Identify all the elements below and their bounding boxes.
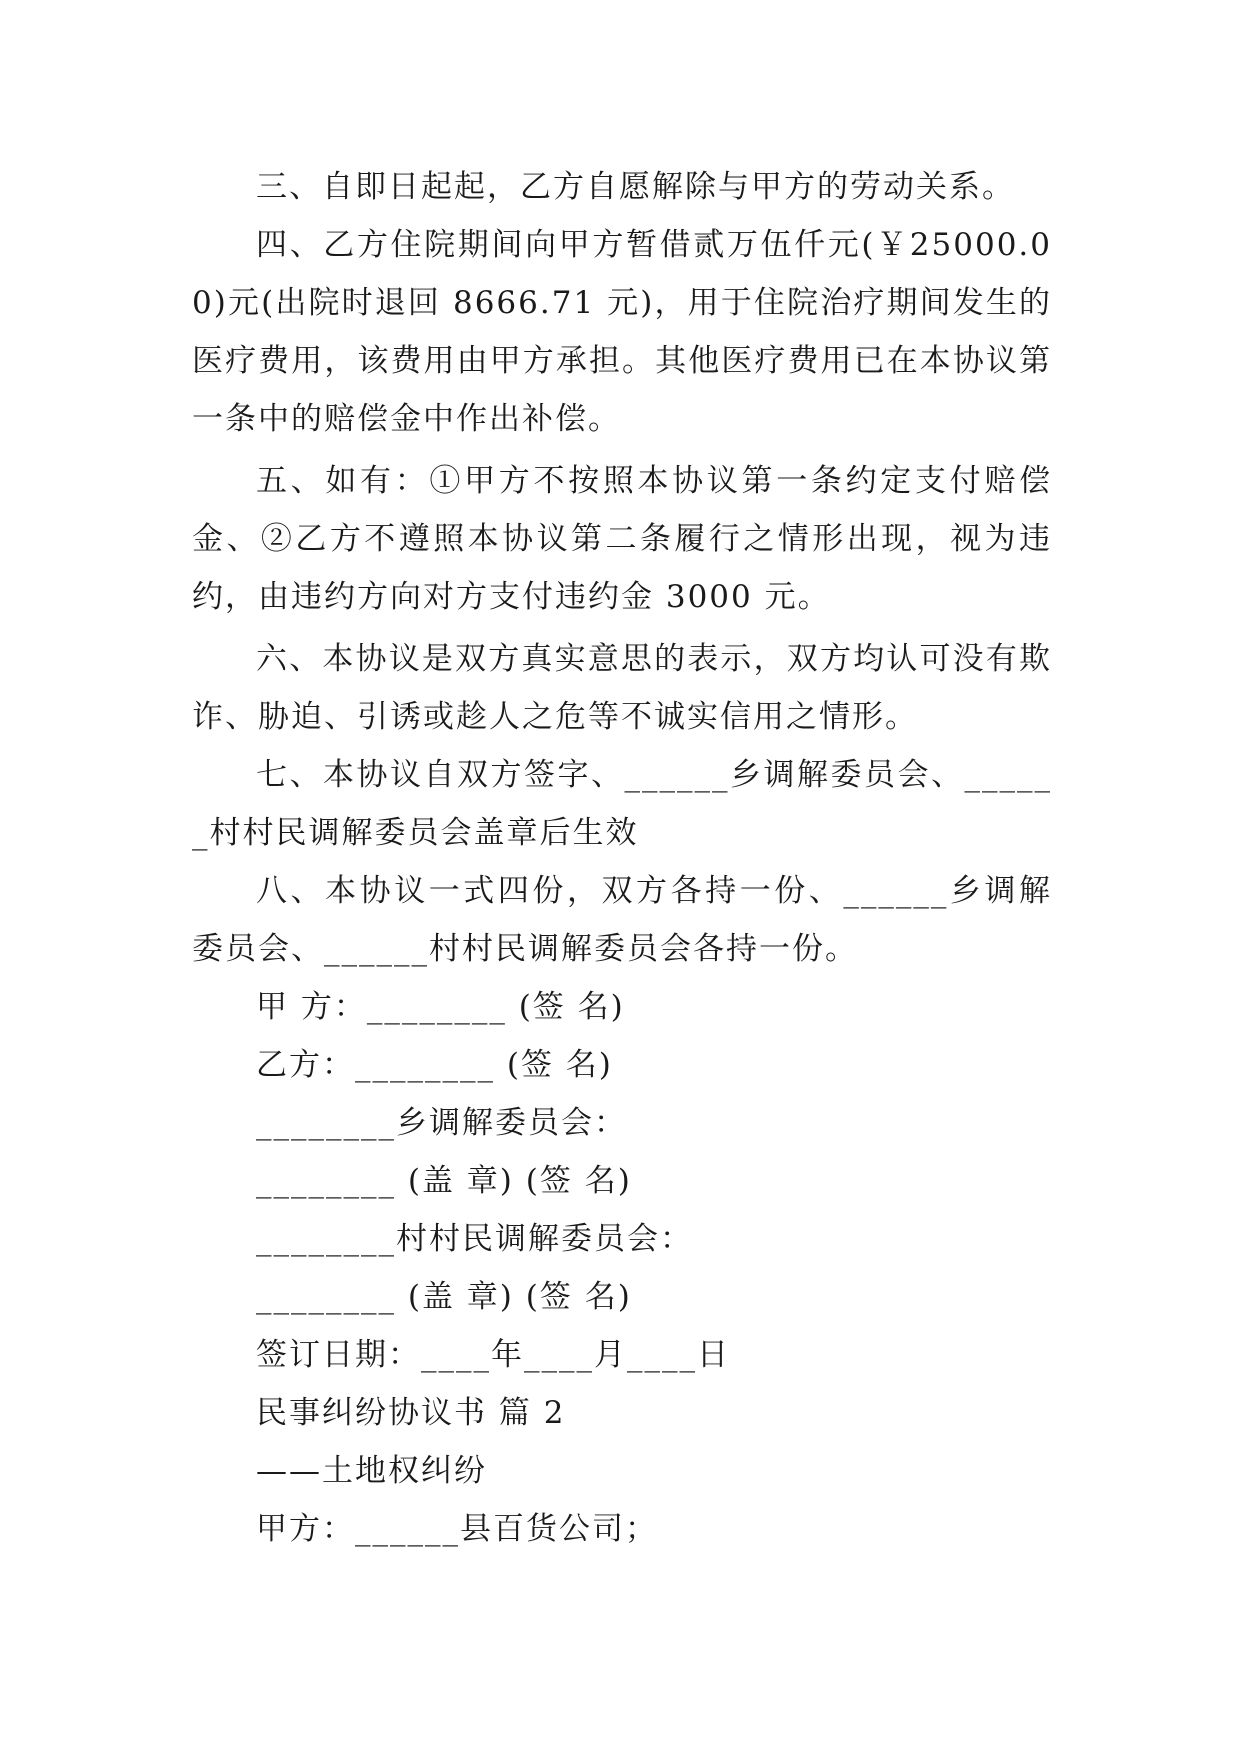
- clause-5: 五、如有：①甲方不按照本协议第一条约定支付赔偿金、②乙方不遵照本协议第二条履行之情形出现，视为违约，由违约方向对方支付违约金 3000 元。: [192, 463, 1052, 615]
- township-committee-seal: ________ (盖 章) (签 名): [256, 1163, 632, 1199]
- section-subtitle: ——土地权纠纷: [256, 1453, 487, 1489]
- section-title: 民事纠纷协议书 篇 2: [256, 1395, 566, 1431]
- party-a-line: 甲方：______县百货公司；: [256, 1511, 658, 1547]
- clause-3: 三、自即日起起，乙方自愿解除与甲方的劳动关系。: [256, 169, 1015, 205]
- clause-6: 六、本协议是双方真实意思的表示，双方均认可没有欺诈、胁迫、引诱或趁人之危等不诚实信用之情形。: [192, 641, 1052, 735]
- township-committee-label: ________乡调解委员会：: [256, 1105, 627, 1141]
- signing-date: 签订日期：____年____月____日: [256, 1337, 730, 1373]
- village-committee-seal: ________ (盖 章) (签 名): [256, 1279, 632, 1315]
- clause-7: 七、本协议自双方签字、______乡调解委员会、______村村民调解委员会盖章后生效: [192, 757, 1052, 851]
- document-body: [192, 158, 1052, 1558]
- signature-party-a: 甲 方：________ (签 名): [256, 989, 625, 1025]
- clause-4: 四、乙方住院期间向甲方暂借贰万伍仟元(￥25000.00)元(出院时退回 8666.71 元)，用于住院治疗期间发生的医疗费用，该费用由甲方承担。其他医疗费用已在本协议第一条中的赔偿金中作出补偿。: [192, 227, 1052, 437]
- clause-8: 八、本协议一式四份，双方各持一份、______乡调解委员会、______村村民调解委员会各持一份。: [192, 873, 1052, 967]
- signature-party-b: 乙方：________ (签 名): [256, 1047, 613, 1083]
- village-committee-label: ________村村民调解委员会：: [256, 1221, 693, 1257]
